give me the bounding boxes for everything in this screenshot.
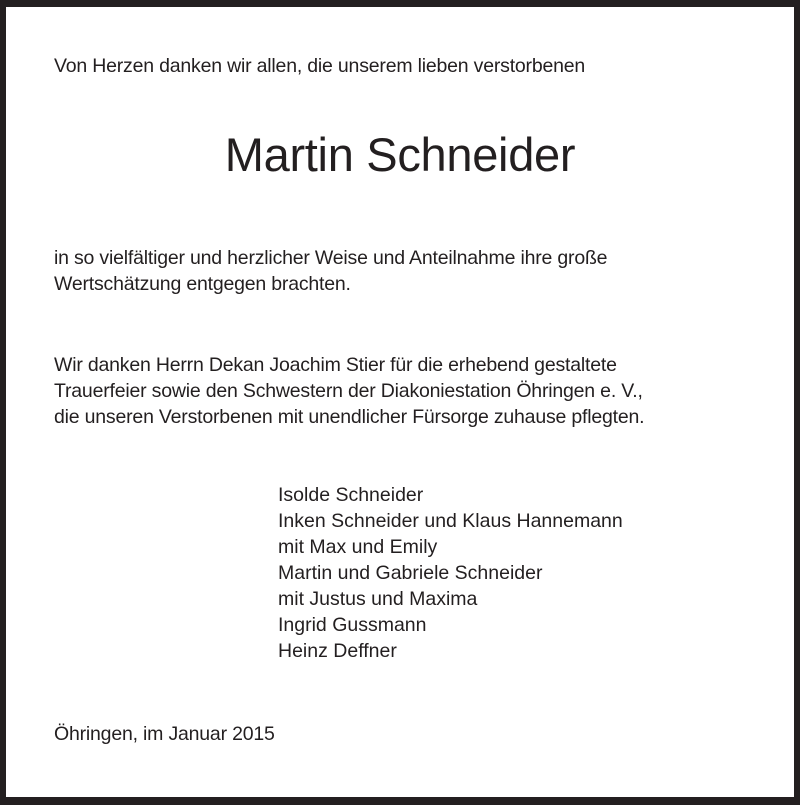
- paragraph-gratitude: [54, 245, 607, 297]
- signatory: Inken Schneider und Klaus Hannemann: [278, 510, 623, 532]
- signatory: mit Justus und Maxima: [278, 588, 478, 610]
- place-date: Öhringen, im Januar 2015: [54, 723, 275, 745]
- paragraph-line: Trauerfeier sowie den Schwestern der Diakoniestation Öhringen e. V.,: [54, 380, 643, 402]
- signatories-list: [278, 482, 623, 664]
- paragraph-line: Wir danken Herrn Dekan Joachim Stier für die erhebend gestaltete: [54, 354, 617, 376]
- notice-page: [6, 7, 794, 797]
- paragraph-line: in so vielfältiger und herzlicher Weise und Anteilnahme ihre große: [54, 247, 608, 269]
- signatory: Ingrid Gussmann: [278, 614, 427, 636]
- signatory: mit Max und Emily: [278, 536, 438, 558]
- deceased-name: Martin Schneider: [224, 128, 576, 181]
- intro-text: Von Herzen danken wir allen, die unserem lieben verstorbenen: [54, 55, 586, 77]
- paragraph-line: die unseren Verstorbenen mit unendlicher Fürsorge zuhause pflegten.: [54, 406, 645, 428]
- paragraph-thanks: [54, 352, 644, 430]
- signatory: Isolde Schneider: [278, 484, 424, 506]
- signatory: Heinz Deffner: [278, 640, 397, 662]
- signatory: Martin und Gabriele Schneider: [278, 562, 543, 584]
- paragraph-line: Wertschätzung entgegen brachten.: [54, 273, 351, 295]
